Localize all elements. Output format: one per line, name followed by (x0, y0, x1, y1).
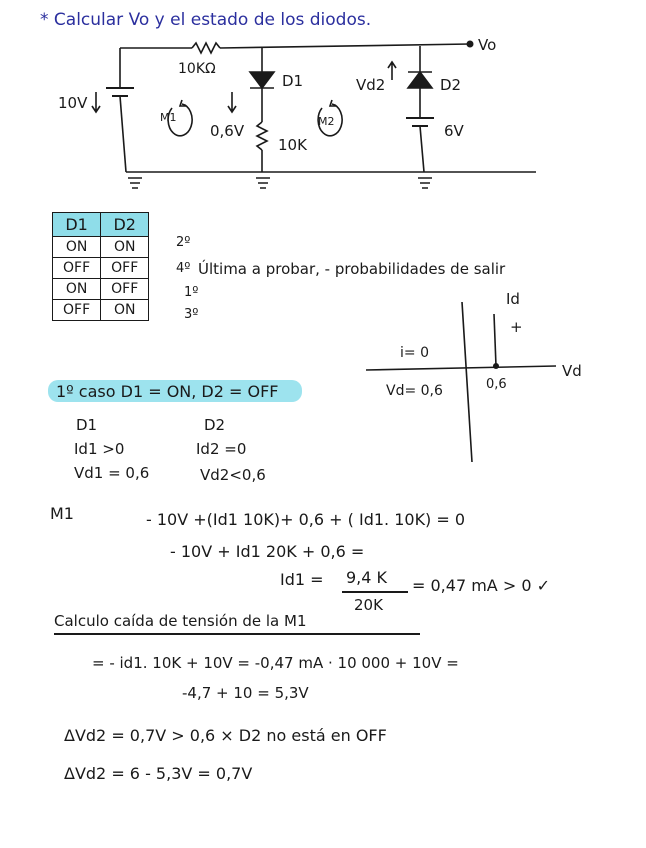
mesh-eq2: - 10V + Id1 20K + 0,6 = (170, 542, 365, 561)
drop-label: 0,6V (210, 122, 245, 140)
last-to-try-note: Última a probar, - probabilidades de salir (198, 260, 506, 278)
graph-threshold-label: 0,6 (486, 377, 507, 392)
mesh-result: = 0,47 mA > 0 ✓ (412, 576, 550, 595)
d1-label: D1 (282, 72, 304, 90)
table-cell: OFF (53, 300, 101, 321)
mesh-fraction-denominator: 20K (354, 596, 383, 614)
vo-label: Vo (478, 36, 497, 54)
mesh-eq1: - 10V +(Id1 10K)+ 0,6 + ( Id1. 10K) = 0 (146, 510, 466, 529)
case1-d2-label: D2 (204, 416, 226, 434)
table-row (53, 300, 149, 321)
mesh-id1-label: Id1 = (280, 570, 324, 589)
case1-heading: 1º caso D1 = ON, D2 = OFF (56, 382, 279, 401)
order-label: 2º (176, 235, 191, 250)
table-cell: ON (101, 300, 149, 321)
m1-label: M1 (160, 111, 177, 124)
table-header: D2 (101, 213, 149, 237)
table-cell: ON (101, 237, 149, 258)
page-title: * Calcular Vo y el estado de los diodos. (40, 10, 372, 30)
case1-vd2: Vd2<0,6 (200, 466, 266, 484)
graph-vd-eq-label: Vd= 0,6 (386, 383, 443, 399)
source-label: 10V (58, 94, 88, 112)
case1-d1-label: D1 (76, 416, 98, 434)
graph-id-label: Id (506, 290, 520, 308)
drop-eq2: -4,7 + 10 = 5,3V (182, 684, 309, 702)
battery-label: 6V (444, 122, 464, 140)
drop-heading-underline (54, 633, 420, 635)
r2-label: 10K (278, 136, 307, 154)
diode-states-table (52, 212, 149, 321)
graph-vd-label: Vd (562, 362, 582, 380)
mesh-fraction-numerator: 9,4 K (346, 568, 388, 587)
drop-heading: Calculo caída de tensión de la M1 (54, 612, 307, 630)
fraction-bar (342, 591, 408, 593)
graph-if-label: i= 0 (400, 345, 429, 361)
case1-id2: Id2 =0 (196, 440, 247, 458)
table-cell: OFF (53, 258, 101, 279)
drop-eq3: ΔVd2 = 0,7V > 0,6 × D2 no está en OFF (64, 726, 387, 745)
order-label: 1º (184, 285, 199, 300)
d2-label: D2 (440, 76, 462, 94)
case1-id1: Id1 >0 (74, 440, 125, 458)
order-label: 3º (184, 307, 199, 322)
table-row (53, 237, 149, 258)
m2-label: M2 (318, 115, 335, 128)
table-row (53, 279, 149, 300)
order-label: 4º (176, 261, 191, 276)
table-header: D1 (53, 213, 101, 237)
r1-label: 10KΩ (178, 61, 216, 77)
case1-vd1: Vd1 = 0,6 (74, 464, 150, 482)
table-cell: ON (53, 237, 101, 258)
vd2-label: Vd2 (356, 76, 386, 94)
table-cell: ON (53, 279, 101, 300)
drop-eq4: ΔVd2 = 6 - 5,3V = 0,7V (64, 764, 253, 783)
drop-eq1: = - id1. 10K + 10V = -0,47 mA · 10 000 + 10V = (92, 654, 459, 672)
graph-plus-label: + (510, 318, 523, 336)
table-row (53, 258, 149, 279)
table-cell: OFF (101, 279, 149, 300)
mesh-label: M1 (50, 504, 74, 523)
table-cell: OFF (101, 258, 149, 279)
